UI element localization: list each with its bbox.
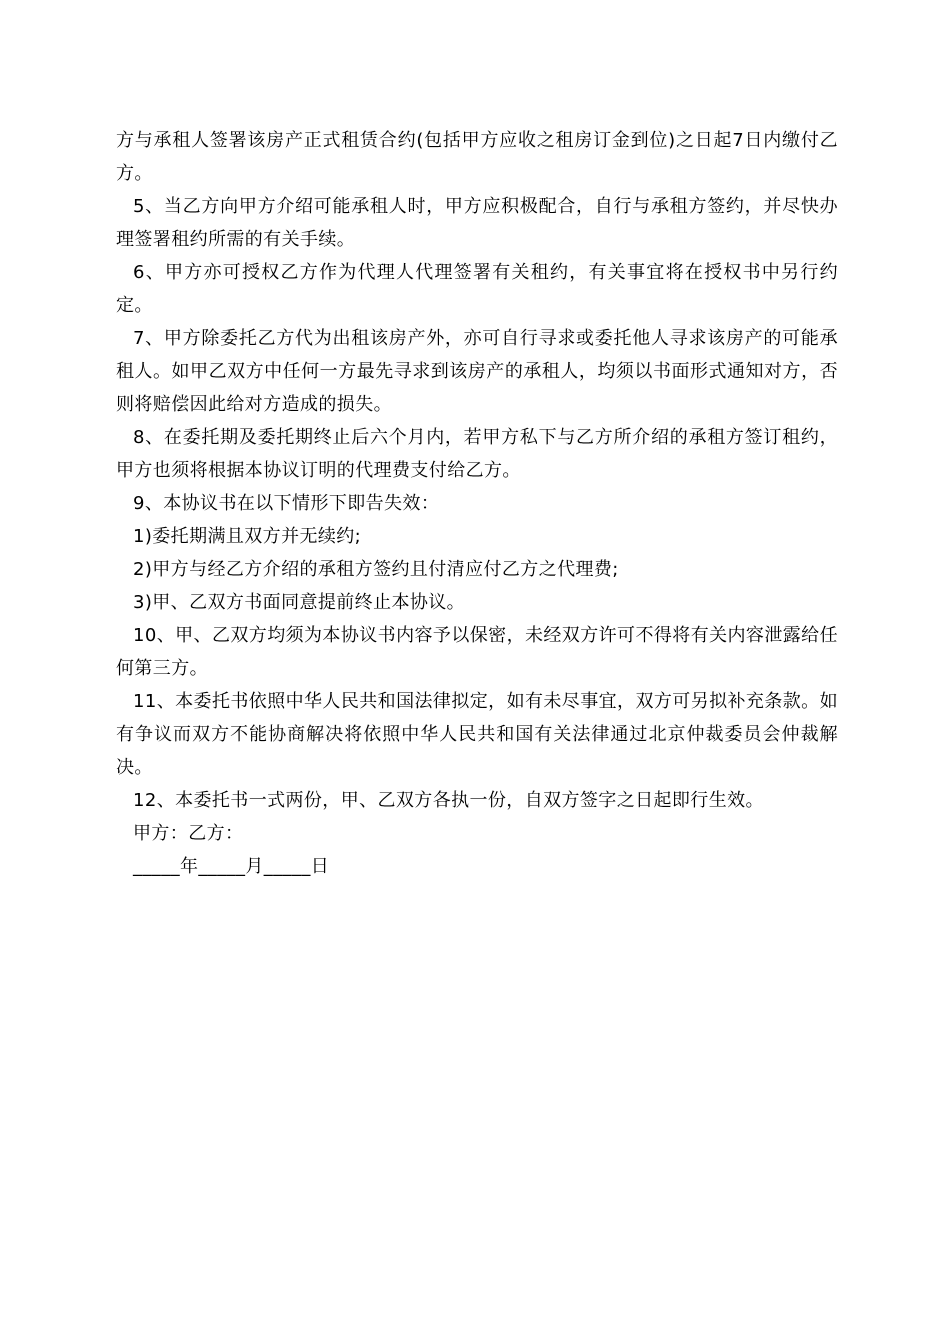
- document-body: [116, 124, 838, 883]
- signature-date-line: _____年_____月_____日: [133, 856, 330, 877]
- paragraph-clause-9-item-1: 1)委托期满且双方并无续约;: [133, 526, 362, 547]
- paragraph-clause-9-item-2: 2)甲方与经乙方介绍的承租方签约且付清应付乙方之代理费;: [133, 559, 619, 580]
- signature-parties-line: 甲方：乙方：: [133, 823, 244, 844]
- paragraph-clause-10: 10、甲、乙双方均须为本协议书内容予以保密，未经双方许可不得将有关内容泄露给任何第三方。: [116, 625, 838, 679]
- paragraph-clause-11: 11、本委托书依照中华人民共和国法律拟定，如有未尽事宜，双方可另拟补充条款。如有争议而双方不能协商解决将依照中华人民共和国有关法律通过北京仲裁委员会仲裁解决。: [116, 691, 838, 778]
- paragraph-clause-7: 7、甲方除委托乙方代为出租该房产外，亦可自行寻求或委托他人寻求该房产的可能承租人。如甲乙双方中任何一方最先寻求到该房产的承租人，均须以书面形式通知对方，否则将赔偿因此给对方造成的损失。: [116, 328, 838, 415]
- paragraph-clause-8: 8、在委托期及委托期终止后六个月内，若甲方私下与乙方所介绍的承租方签订租约，甲方也须将根据本协议订明的代理费支付给乙方。: [116, 427, 838, 481]
- paragraph-fee-payment: 方与承租人签署该房产正式租赁合约(包括甲方应收之租房订金到位)之日起7日内缴付乙方。: [116, 130, 838, 184]
- paragraph-clause-12: 12、本委托书一式两份，甲、乙双方各执一份，自双方签字之日起即行生效。: [133, 790, 764, 811]
- paragraph-clause-9-item-3: 3)甲、乙双方书面同意提前终止本协议。: [133, 592, 466, 613]
- paragraph-clause-6: 6、甲方亦可授权乙方作为代理人代理签署有关租约，有关事宜将在授权书中另行约定。: [116, 262, 838, 316]
- paragraph-clause-9: 9、本协议书在以下情形下即告失效：: [133, 493, 440, 514]
- paragraph-clause-5: 5、当乙方向甲方介绍可能承租人时，甲方应积极配合，自行与承租方签约，并尽快办理签署租约所需的有关手续。: [116, 196, 838, 250]
